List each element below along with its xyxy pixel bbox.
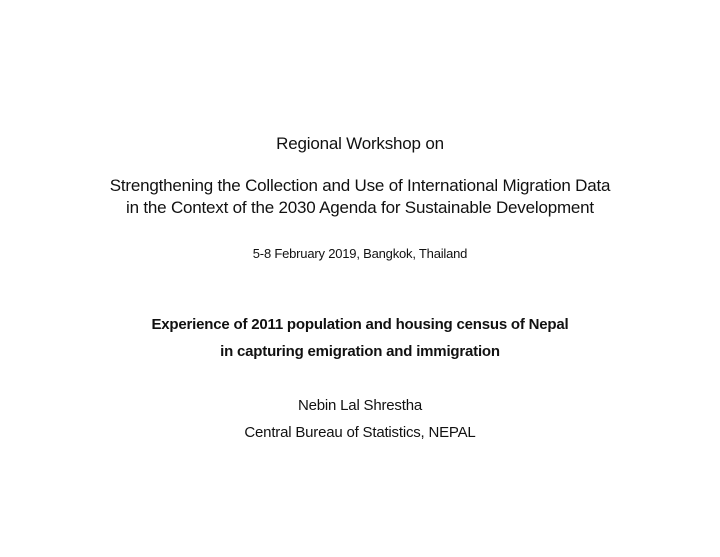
workshop-subtitle-line-2: in the Context of the 2030 Agenda for Sustainable Development <box>126 198 594 217</box>
presenter-organization: Central Bureau of Statistics, NEPAL <box>244 424 476 441</box>
presenter-name: Nebin Lal Shrestha <box>298 397 422 414</box>
workshop-dates-location: 5-8 February 2019, Bangkok, Thailand <box>252 246 468 261</box>
workshop-subtitle-line-1: Strengthening the Collection and Use of International Migration Data <box>109 176 611 195</box>
talk-title-line-2: in capturing emigration and immigration <box>220 343 500 360</box>
workshop-title: Regional Workshop on <box>276 134 444 153</box>
talk-title-line-1: Experience of 2011 population and housing census of Nepal <box>151 316 569 333</box>
